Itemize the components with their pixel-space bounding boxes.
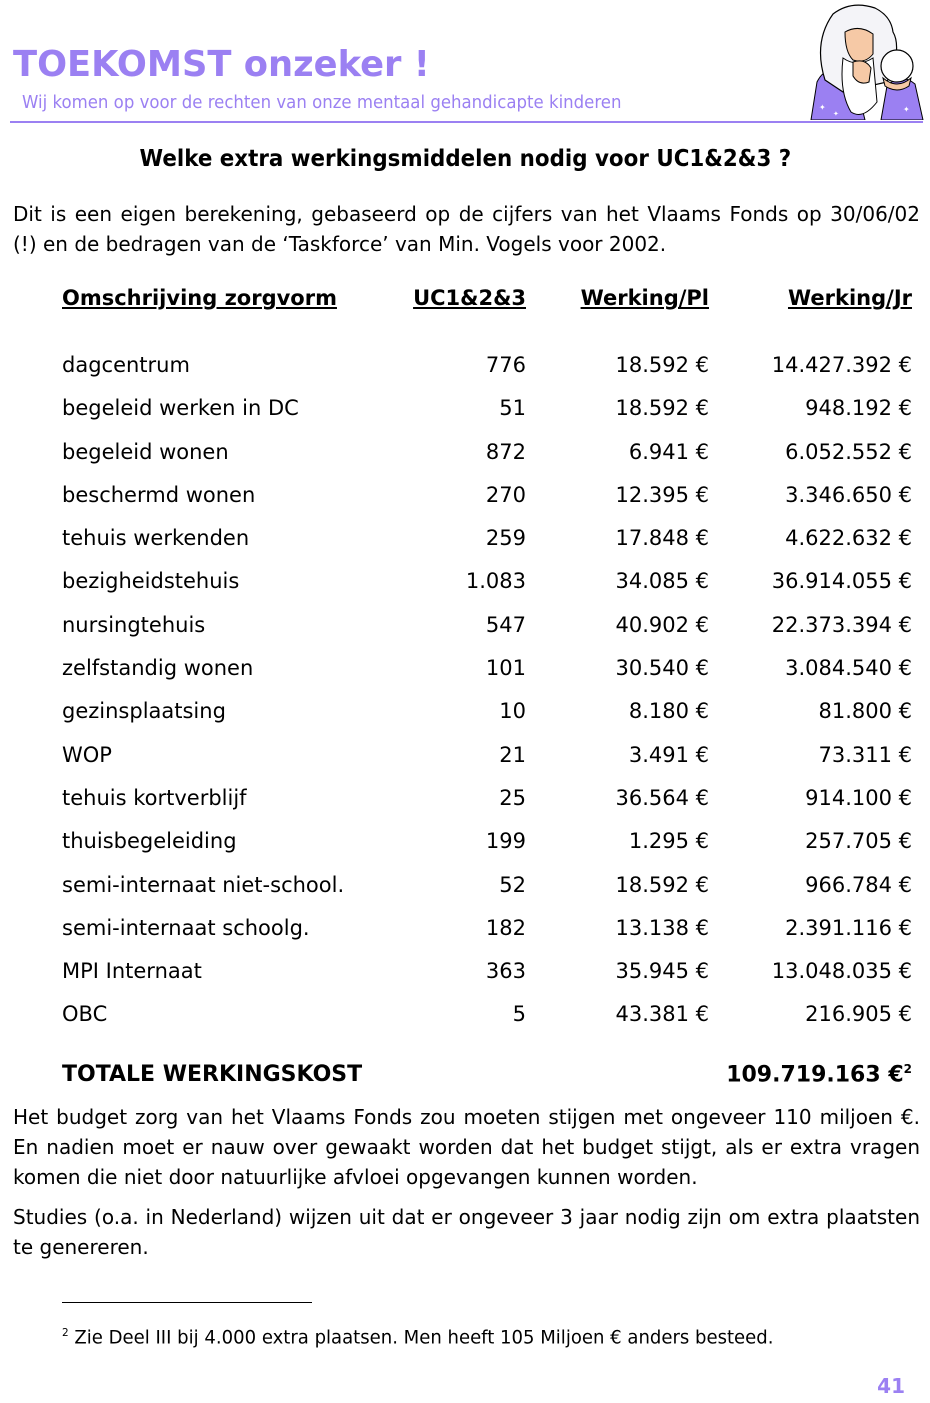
- cell-per-place: 30.540 €: [615, 656, 709, 681]
- table-row: [62, 569, 912, 612]
- studies-paragraph: Studies (o.a. in Nederland) wijzen uit dat er ongeveer 3 jaar nodig zijn om extra plaatsten te genereren.: [13, 1205, 920, 1259]
- cell-per-year: 81.800 €: [818, 699, 912, 724]
- cell-per-year: 966.784 €: [805, 872, 912, 897]
- cell-per-place: 18.592 €: [615, 396, 709, 421]
- cell-per-year: 257.705 €: [805, 829, 912, 854]
- total-row: [62, 1062, 912, 1092]
- cell-count: 872: [485, 439, 526, 464]
- svg-text:✦: ✦: [819, 103, 826, 112]
- table-row: [62, 440, 912, 483]
- cell-description: thuisbegeleiding: [62, 829, 237, 854]
- cell-count: 52: [499, 872, 526, 897]
- table-row: [62, 786, 912, 829]
- cell-per-year: 36.914.055 €: [771, 569, 912, 594]
- brand-title: TOEKOMST onzeker !: [13, 44, 430, 85]
- svg-text:✦: ✦: [903, 105, 910, 114]
- cell-description: zelfstandig wonen: [62, 656, 254, 681]
- cell-count: 51: [499, 396, 526, 421]
- table-row: [62, 353, 912, 396]
- total-value: 109.719.163 €$^2$: [726, 1062, 912, 1088]
- cell-per-year: 2.391.116 €: [785, 915, 912, 940]
- cell-per-year: 216.905 €: [805, 1002, 912, 1027]
- footnote: [62, 1326, 773, 1348]
- cell-per-place: 18.592 €: [615, 353, 709, 377]
- cell-per-year: 14.427.392 €: [771, 353, 912, 377]
- cell-count: 25: [499, 785, 526, 810]
- cell-description: gezinsplaatsing: [62, 699, 226, 724]
- budget-paragraph: Het budget zorg van het Vlaams Fonds zou moeten stijgen met ongeveer 110 miljoen €. En nadien moet er nauw over gewaakt worden dat het budget stijgt, als er extra vragen komen die niet door natuurlijke afvloei opgevangen kunnen worden.: [13, 1105, 920, 1189]
- cell-description: tehuis kortverblijf: [62, 785, 247, 810]
- cell-per-place: 1.295 €: [628, 829, 709, 854]
- column-header-per-year: Werking/Jr: [787, 286, 912, 310]
- column-header-count: UC1&2&3: [413, 286, 526, 310]
- cell-per-place: 8.180 €: [628, 699, 709, 724]
- cell-description: semi-internaat schoolg.: [62, 915, 310, 940]
- cell-count: 1.083: [465, 569, 526, 594]
- cell-per-place: 12.395 €: [615, 482, 709, 507]
- cell-per-year: 6.052.552 €: [785, 439, 912, 464]
- cell-description: begeleid werken in DC: [62, 396, 299, 421]
- brand-subtitle: Wij komen op voor de rechten van onze mentaal gehandicapte kinderen: [22, 92, 622, 113]
- cell-count: 10: [499, 699, 526, 724]
- column-header-per-place: Werking/Pl: [580, 286, 709, 310]
- table-header-row: [62, 286, 912, 349]
- page-header: [0, 0, 930, 125]
- cell-per-place: 13.138 €: [615, 915, 709, 940]
- cell-count: 363: [485, 959, 526, 984]
- table-row: [62, 526, 912, 569]
- cell-per-place: 34.085 €: [615, 569, 709, 594]
- cell-count: 776: [485, 353, 526, 377]
- cell-per-place: 40.902 €: [615, 612, 709, 637]
- table-row: [62, 829, 912, 872]
- table-row: [62, 699, 912, 742]
- total-label: TOTALE WERKINGSKOST: [62, 1062, 363, 1087]
- section-title: Welke extra werkingsmiddelen nodig voor UC1&2&3 ?: [139, 146, 791, 172]
- cell-per-place: 17.848 €: [615, 526, 709, 551]
- cell-description: nursingtehuis: [62, 612, 206, 637]
- cell-description: MPI Internaat: [62, 959, 202, 984]
- cell-description: begeleid wonen: [62, 439, 229, 464]
- cell-per-place: 43.381 €: [615, 1002, 709, 1027]
- cell-per-place: 6.941 €: [628, 439, 709, 464]
- svg-text:✦: ✦: [833, 110, 839, 118]
- cell-description: OBC: [62, 1002, 108, 1027]
- cell-per-place: 18.592 €: [615, 872, 709, 897]
- intro-paragraph: Dit is een eigen berekening, gebaseerd op de cijfers van het Vlaams Fonds op 30/06/02 (!) en de bedragen van de ‘Taskforce’ van Min. Vogels voor 2002.: [13, 202, 920, 256]
- footnote-divider: [62, 1302, 312, 1303]
- cell-per-year: 73.311 €: [818, 742, 912, 767]
- table-row: [62, 483, 912, 526]
- cell-per-year: 914.100 €: [805, 785, 912, 810]
- cell-per-place: 36.564 €: [615, 785, 709, 810]
- cell-count: 259: [485, 526, 526, 551]
- cell-count: 5: [512, 1002, 526, 1027]
- table-row: [62, 1002, 912, 1045]
- cost-table: [62, 286, 912, 1042]
- cell-per-year: 948.192 €: [805, 396, 912, 421]
- cell-per-year: 3.084.540 €: [785, 656, 912, 681]
- table-row: [62, 959, 912, 1002]
- cell-per-year: 3.346.650 €: [785, 482, 912, 507]
- cell-per-year: 13.048.035 €: [771, 959, 912, 984]
- table-row: [62, 396, 912, 439]
- cell-count: 21: [499, 742, 526, 767]
- table-row: [62, 916, 912, 959]
- cell-per-place: 35.945 €: [615, 959, 709, 984]
- cell-description: bezigheidstehuis: [62, 569, 240, 594]
- wizard-illustration-icon: [803, 2, 925, 120]
- cell-per-year: 4.622.632 €: [785, 526, 912, 551]
- page-number: 41: [877, 1374, 905, 1398]
- cell-count: 270: [485, 482, 526, 507]
- table-row: [62, 656, 912, 699]
- cell-description: semi-internaat niet-school.: [62, 872, 345, 897]
- cell-description: WOP: [62, 742, 112, 767]
- table-body: [62, 353, 912, 1046]
- footnote-text: Zie Deel III bij 4.000 extra plaatsen. Men heeft 105 Miljoen € anders besteed.: [68, 1326, 774, 1349]
- cell-description: beschermd wonen: [62, 482, 256, 507]
- footnote-ref[interactable]: 2: [903, 1062, 912, 1076]
- table-row: [62, 743, 912, 786]
- cell-count: 547: [485, 612, 526, 637]
- column-header-description: Omschrijving zorgvorm: [62, 286, 337, 310]
- table-row: [62, 613, 912, 656]
- cell-per-year: 22.373.394 €: [771, 612, 912, 637]
- cell-description: tehuis werkenden: [62, 526, 250, 551]
- cell-description: dagcentrum: [62, 353, 190, 377]
- cell-count: 182: [485, 915, 526, 940]
- cell-count: 101: [485, 656, 526, 681]
- footnote-marker: 2: [62, 1326, 69, 1339]
- cell-count: 199: [485, 829, 526, 854]
- table-row: [62, 873, 912, 916]
- header-divider: [10, 121, 923, 123]
- cell-per-place: 3.491 €: [628, 742, 709, 767]
